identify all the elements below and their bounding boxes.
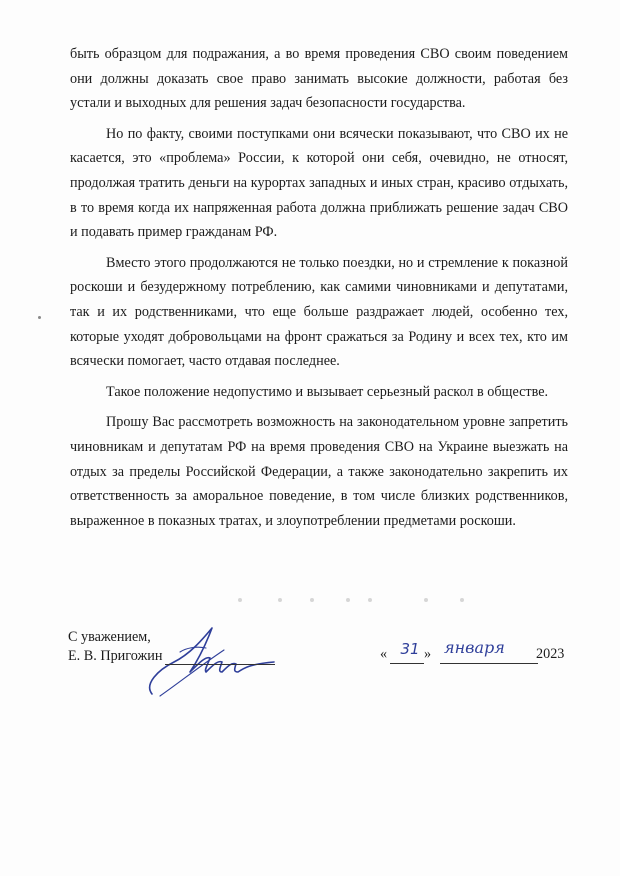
- signer-name: Е. В. Пригожин: [68, 648, 163, 664]
- date-open-quote: «: [380, 646, 388, 662]
- paragraph-4: Такое положение недопустимо и вызывает серьезный раскол в обществе.: [106, 383, 549, 400]
- date-close-quote: »: [424, 646, 432, 662]
- salutation: С уважением,: [68, 629, 151, 645]
- scan-speck: [38, 316, 41, 319]
- paragraph-1: быть образцом для подражания, а во время проведения СВО своим поведением они должны доказать свое право занимать высокие должности, работая без устали и выходных для решения задач безопасности государства.: [70, 46, 568, 112]
- date-block: [380, 638, 570, 672]
- handwritten-signature: [140, 622, 280, 702]
- paragraph-5: Прошу Вас рассмотреть возможность на законодательном уровне запретить чиновникам и депутатам РФ на время проведения СВО на Украине выезжать на отдых за пределы Российской Федерации, а также законодательно закрепить их ответственность за аморальное поведение, в том числе близких родственников, выраженное в показных тратах, и злоупотреблении предметами роскоши.: [70, 414, 568, 529]
- paragraph-2: Но по факту, своими поступками они всячески показывают, что СВО их не касается, это «проблема» России, к которой они себя, очевидно, не относят, продолжая тратить деньги на курортах западных и иных стран, красиво отдыхать, в то время когда их напряженная работа должна приближать решение задач СВО и подавать пример гражданам РФ.: [70, 125, 568, 241]
- date-month: января: [444, 638, 505, 657]
- date-day-line: [390, 663, 424, 664]
- signature-line: [165, 664, 275, 665]
- date-month-line: [440, 663, 538, 664]
- scan-noise-row: [238, 598, 468, 608]
- date-day: 31: [400, 640, 420, 658]
- date-year: 2023: [536, 646, 565, 662]
- paragraph-3: Вместо этого продолжаются не только поездки, но и стремление к показной роскоши и безудержному потреблению, как самими чиновниками и депутатами, так и их родственниками, что еще больше раздражает людей, особенно тех, которые уходят добровольцами на фронт сражаться за Родину и всех тех, кто им всячески помогает, часто отдавая последнее.: [70, 254, 568, 370]
- letter-body: [70, 42, 568, 539]
